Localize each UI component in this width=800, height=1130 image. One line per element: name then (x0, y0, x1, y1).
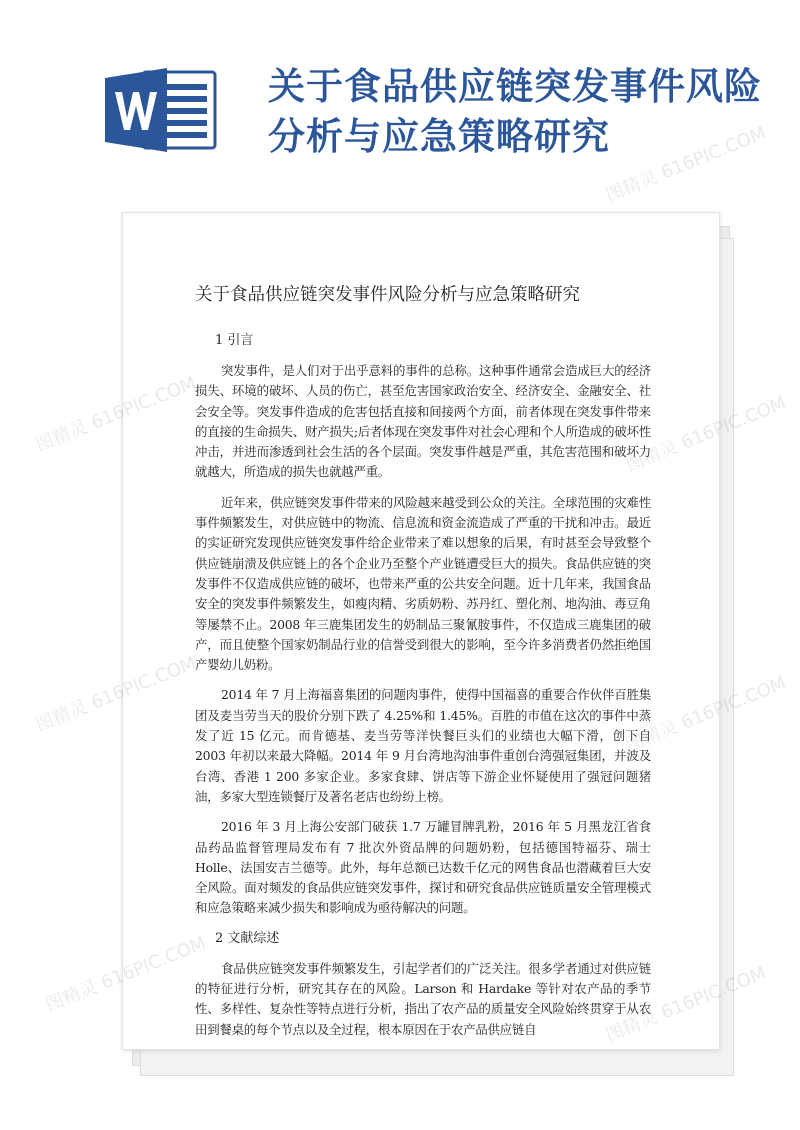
paragraph: 2016 年 3 月上海公安部门破获 1.7 万罐冒牌乳粉，2016 年 5 月黑龙江省食品药品监督管理局发布有 7 批次外资品牌的问题奶粉，包括德国特福芬、瑞士 Holle、法国安吉兰德等。此外，每年总额已达数千亿元的网售食品也潜藏着巨大安全风险。面对频发的食品供应链突发事件，探讨和研究食品供应链质量安全管理模式和应急策略来减少损失和影响成为亟待解决的问题。 (195, 819, 651, 916)
banner-title-line1: 关于食品供应链突发事件风险 (268, 65, 762, 108)
watermark-text: 图精灵 (42, 976, 101, 1017)
document-body (195, 331, 651, 1050)
paragraph: 近年来，供应链突发事件带来的风险越来越受到公众的关注。全球范围的灾难性事件频繁发生，对供应链中的物流、信息流和资金流造成了严重的干扰和冲击。最近的实证研究发现供应链突发事件给企业带来了难以想象的后果，有时甚至会导致整个供应链崩溃及供应链上的各个企业乃至整个产业链遭受巨大的损失。食品供应链的突发事件不仅造成供应链的破坏，也带来严重的公共安全问题。近十几年来，我国食品安全的突发事件频繁发生，如瘦肉精、劣质奶粉、苏丹红、塑化剂、地沟油、毒豆角等屡禁不止。2008 年三鹿集团发生的奶制品三聚氰胺事件，不仅造成三鹿集团的破产，而且使整个国家奶制品行业的信誉受到很大的影响，至今许多消费者仍然拒绝国产婴幼儿奶粉。 (195, 494, 651, 673)
document-page (122, 212, 720, 1050)
banner-title (268, 62, 788, 162)
watermark-text: 图精灵 616PIC.COM (602, 122, 770, 207)
section-heading: 2 文献综述 (215, 930, 280, 946)
section-heading: 1 引言 (215, 333, 254, 348)
word-document-icon (105, 68, 219, 152)
paragraph: 突发事件，是人们对于出乎意料的事件的总称。这种事件通常会造成巨大的经济损失、环境的破坏、人员的伤亡，甚至危害国家政治安全、经济安全、金融安全、社会安全等。突发事件造成的危害包括直接和间接两个方面，前者体现在突发事件带来的直接的生命损失、财产损失;后者体现在突发事件对社会心理和个人所造成的破坏性冲击，并进而渗透到社会生活的各个层面。突发事件越是严重，其危害范围和破坏力就越大，所造成的损失也就越严重。 (195, 363, 651, 480)
watermark-text: 图精灵 616PIC.COM (32, 372, 200, 457)
paragraph: 2014 年 7 月上海福喜集团的问题肉事件，使得中国福喜的重要合作伙伴百胜集团及麦当劳当天的股价分别下跌了 4.25%和 1.45%。百胜的市值在这次的事件中蒸发了近 15 亿元。而肯德基、麦当劳等洋快餐巨头们的业绩也大幅下滑，创下自 2003 年初以来最大降幅。2014 年 9 月台湾地沟油事件重创台湾强冠集团，并波及台湾、香港 1 200 多家企业。多家食肆、饼店等下游企业怀疑使用了强冠问题猪油，多家大型连锁餐厅及著名老店也纷纷上榜。 (195, 687, 651, 804)
paragraph: 食品供应链突发事件频繁发生，引起学者们的广泛关注。很多学者通过对供应链的特征进行分析，研究其存在的风险。Larson 和 Hardake 等针对农产品的季节性、多样性、复杂性等特点进行分析，指出了农产品的质量安全风险始终贯穿于从农田到餐桌的每个节点以及全过程，根本原因在于农产品供应链自 (195, 960, 651, 1037)
document-title: 关于食品供应链突发事件风险分析与应急策略研究 (195, 285, 580, 305)
banner-title-line2: 分析与应急策略研究 (268, 115, 610, 158)
watermark-text: 图精灵 616PIC.COM (32, 652, 200, 737)
